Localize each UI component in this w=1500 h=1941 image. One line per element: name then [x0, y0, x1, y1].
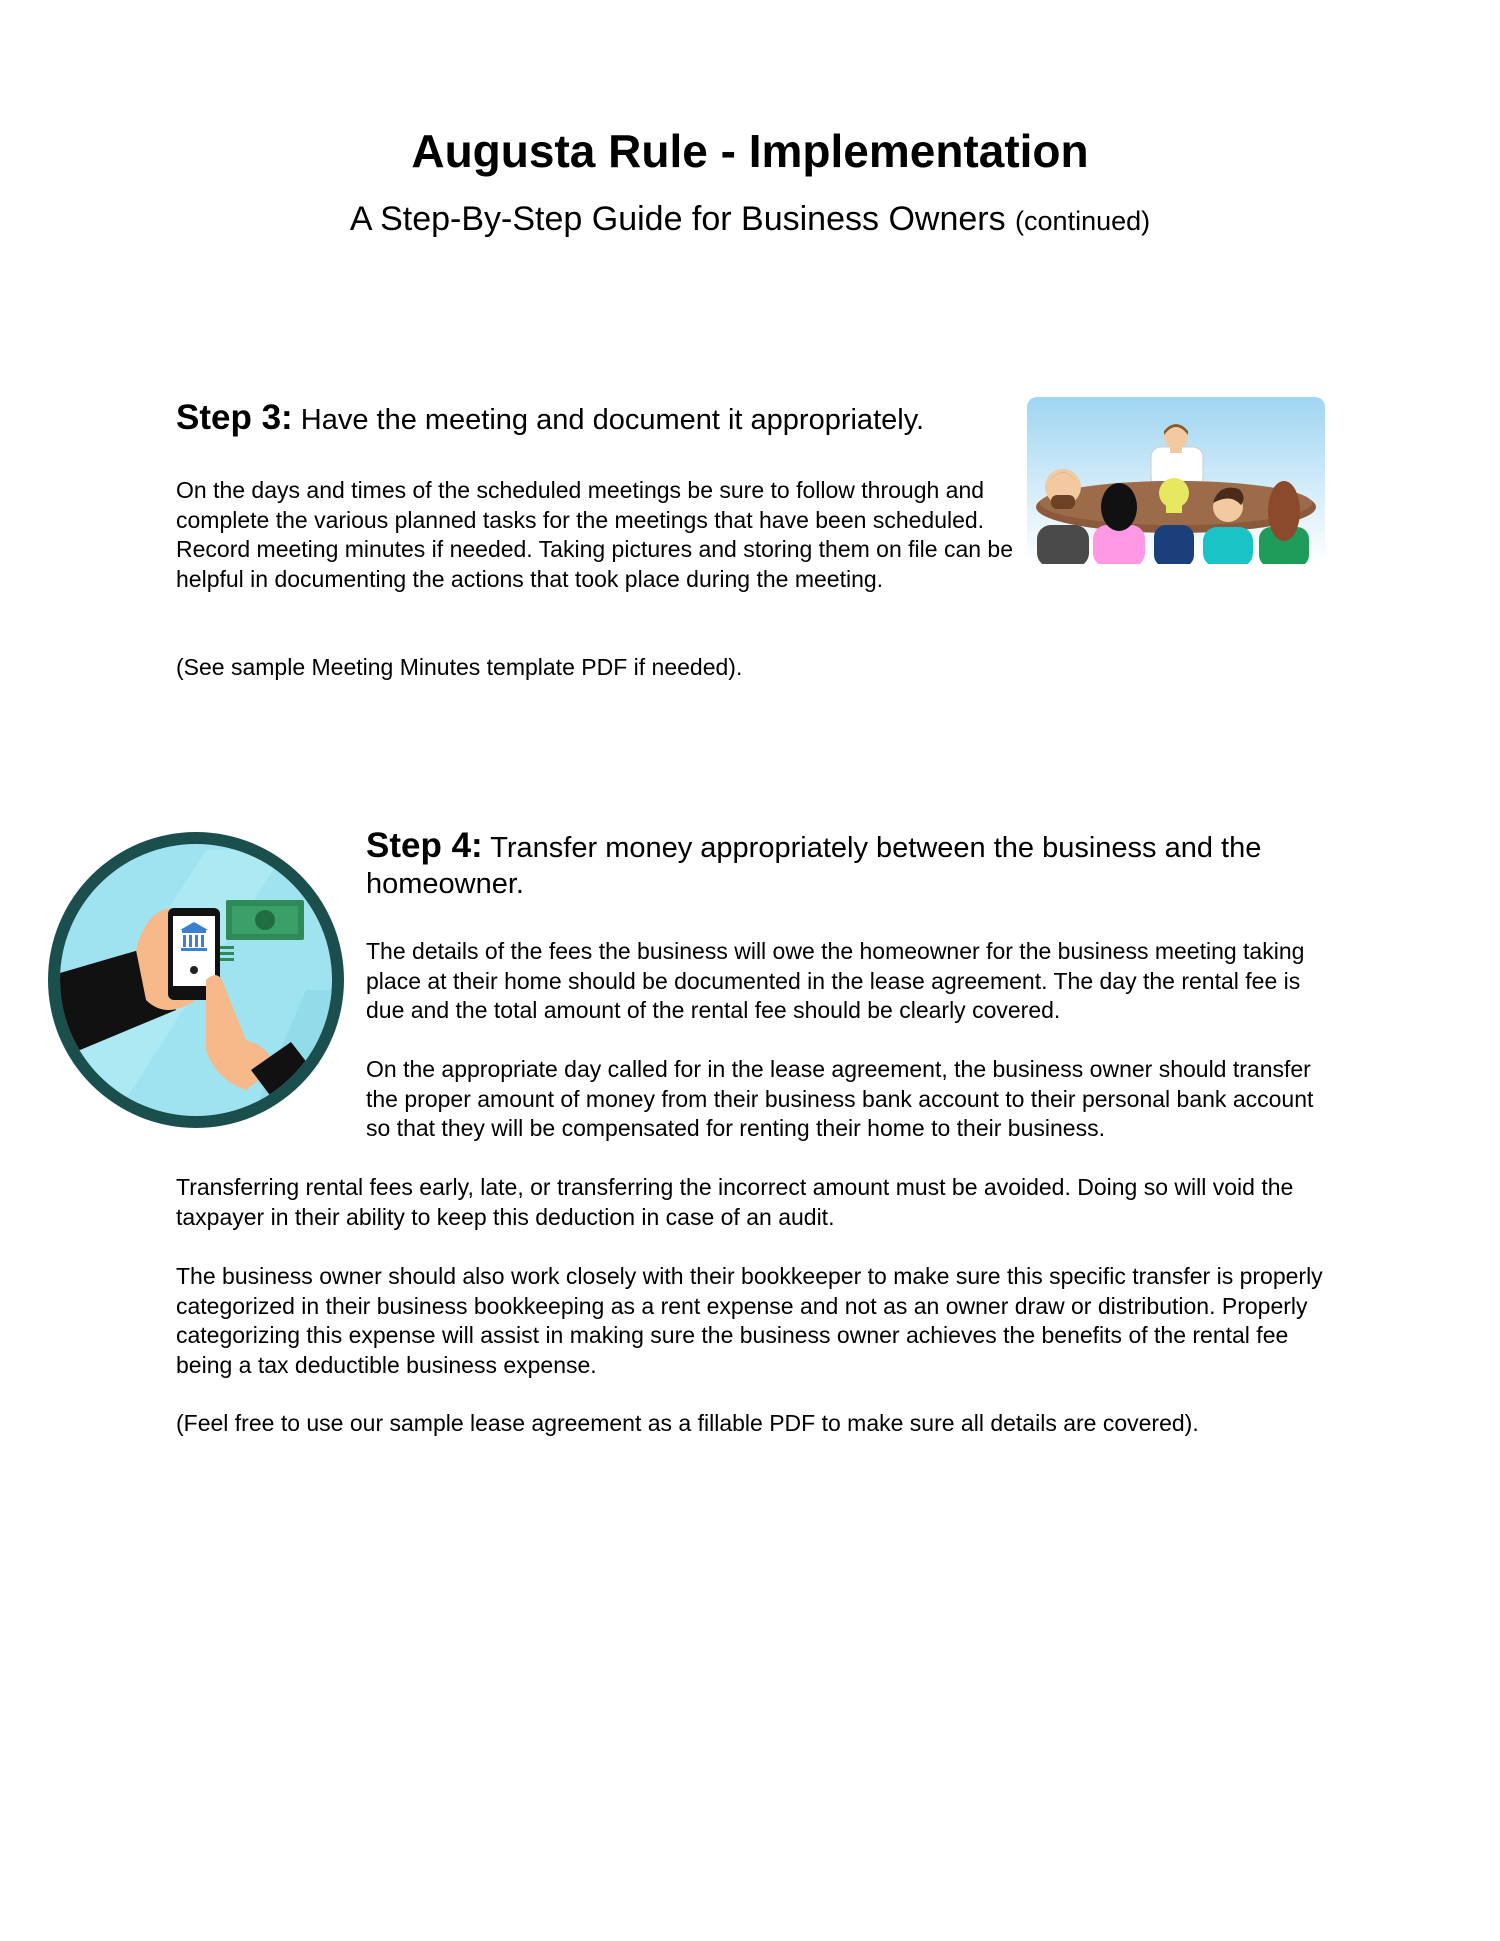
step4-paragraph-1: The details of the fees the business will owe the homeowner for the business meeting taking place at their home should be documented in the lease agreement. The day the rental fee is due and the total amount of the rental fee should be clearly covered.	[366, 938, 1305, 1023]
step4-heading-text: Transfer money appropriately between the business and the homeowner.	[366, 832, 1262, 900]
step3-label: Step 3:	[176, 398, 293, 437]
subtitle-text: A Step-By-Step Guide for Business Owners	[349, 200, 1006, 238]
page-title: Augusta Rule - Implementation	[411, 125, 1089, 177]
mobile-banking-illustration-icon	[46, 830, 346, 1130]
step3-heading	[176, 400, 996, 438]
step3-heading-text: Have the meeting and document it appropriately.	[300, 404, 925, 436]
step4-paragraph-5: (Feel free to use our sample lease agreement as a fillable PDF to make sure all details are covered).	[176, 1410, 1199, 1436]
step4-paragraph-2: On the appropriate day called for in the lease agreement, the business owner should transfer the proper amount of money from their business bank account to their personal bank account so that they will be compensated for renting their home to their business.	[366, 1056, 1314, 1141]
step4-paragraph-3: Transferring rental fees early, late, or transferring the incorrect amount must be avoided. Doing so will void the taxpayer in their ability to keep this deduction in case of an audit.	[176, 1174, 1294, 1230]
step3-paragraph-2: (See sample Meeting Minutes template PDF if needed).	[176, 654, 743, 680]
subtitle-suffix: (continued)	[1015, 206, 1151, 236]
page-subtitle	[0, 198, 1500, 242]
step4-label: Step 4:	[366, 826, 483, 865]
step3-paragraph-1: On the days and times of the scheduled meetings be sure to follow through and complete the various planned tasks for the meetings that have been scheduled. Record meeting minutes if needed. Taking pictures and storing them on file can be helpful in documenting the actions that took place during the meeting.	[176, 477, 1014, 592]
meeting-illustration-icon	[1027, 397, 1325, 564]
step4-heading	[366, 828, 1326, 902]
step4-paragraph-4: The business owner should also work closely with their bookkeeper to make sure this specific transfer is properly categorized in their business bookkeeping as a rent expense and not as an owner draw or distribution. Properly categorizing this expense will assist in making sure the business owner achieves the benefits of the rental fee being a tax deductible business expense.	[176, 1263, 1323, 1378]
